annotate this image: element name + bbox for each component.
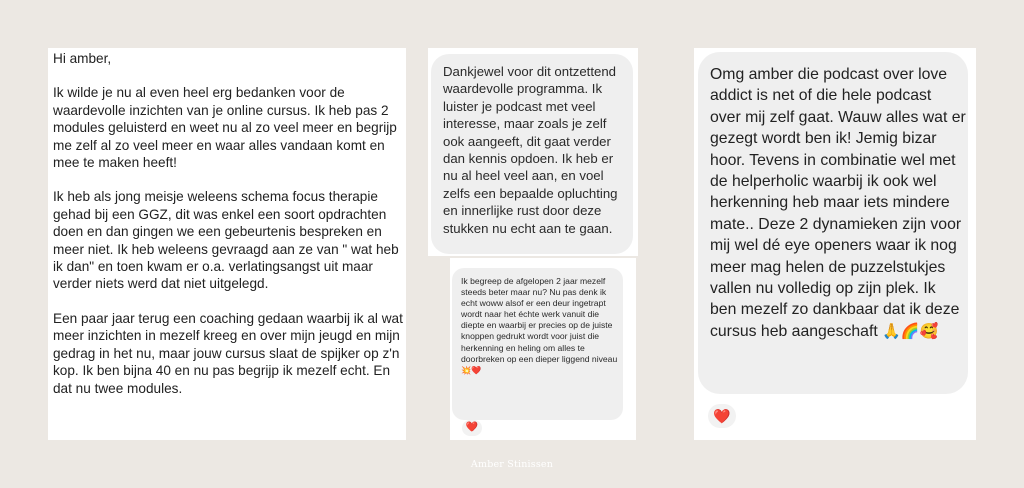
email-text <box>53 50 405 397</box>
testimonial-card-message <box>428 48 638 256</box>
message-text: Dankjewel voor dit ontzettend waardevolle programma. Ik luister je podcast met veel interesse, maar zoals je zelf ook aangeeft, dit gaat verder dan kennis opdoen. Ik heb er nu al heel veel aan, en voel zelfs een bepaalde opluchting en innerlijke rust door deze stukken nu echt aan te gaan. <box>443 64 618 236</box>
testimonial-card-message-large <box>694 48 976 440</box>
email-paragraph: Een paar jaar terug een coaching gedaan waarbij ik al wat meer inzichten in mezelf kreeg en over mijn jeugd en mijn gedrag in het nu, maar jouw cursus slaat de spijker op z'n kop. Ik ben bijna 40 en nu pas begrijp ik mezelf echt. En dat nu twee modules. <box>53 310 403 396</box>
watermark-signature: Amber Stinissen <box>470 459 554 470</box>
message-text: Omg amber die podcast over love addict is net of die hele podcast over mij zelf gaat. Wauw alles wat er gezegt wordt ben ik! Jemig bizar hoor. Tevens in combinatie wel met de helperholic waarbij ik ook wel herkenning heb maar iets mindere mate.. Deze 2 dynamieken zijn voor mij wel dé eye openers waar ik nog meer mag helen de puzzelstukjes vallen nu volledig op zijn plek. Ik ben mezelf zo dankbaar dat ik deze cursus heb aangeschaft 🙏🌈🥰 <box>710 66 966 340</box>
testimonial-card-message-small <box>450 258 636 440</box>
message-bubble <box>452 268 623 420</box>
collision-heart-emoji-icon: 💥❤️ <box>461 365 482 375</box>
email-paragraph: Ik wilde je nu al even heel erg bedanken voor de waardevolle inzichten van je online cursus. Ik heb pas 2 modules geluisterd en weet nu al zo veel meer en begrijp me zelf al zo veel meer en waar alles vandaan komt en mee te maken heeft! <box>53 85 397 171</box>
heart-reaction-icon: ❤️ <box>462 420 482 436</box>
email-greeting: Hi amber, <box>53 51 112 66</box>
heart-reaction-icon: ❤️ <box>708 404 736 428</box>
pray-rainbow-smile-emoji-icon: 🙏🌈🥰 <box>882 322 939 340</box>
message-bubble <box>698 52 968 394</box>
message-bubble <box>431 54 633 254</box>
email-paragraph: Ik heb als jong meisje weleens schema focus therapie gehad bij een GGZ, dit was enkel een soort opdrachten doen en dan gingen we een gebeurtenis bespreken en meer niet. Ik heb weleens gevraagd aan ze van " wat heb ik dan" en toen kwam er o.a. verlatingsangst uit maar verder niets werd dat niet uitgelegd. <box>53 189 399 292</box>
testimonial-card-email <box>48 48 406 440</box>
message-text: Ik begreep de afgelopen 2 jaar mezelf steeds beter maar nu? Nu pas denk ik echt woww alsof er een deur ingetrapt wordt naar het échte werk vanuit die diepte en waarbij er precies op de juiste knoppen gedrukt wordt voor juist die herkenning en heling om alles te doorbreken op een dieper liggend niveau 💥❤️ <box>461 276 618 375</box>
